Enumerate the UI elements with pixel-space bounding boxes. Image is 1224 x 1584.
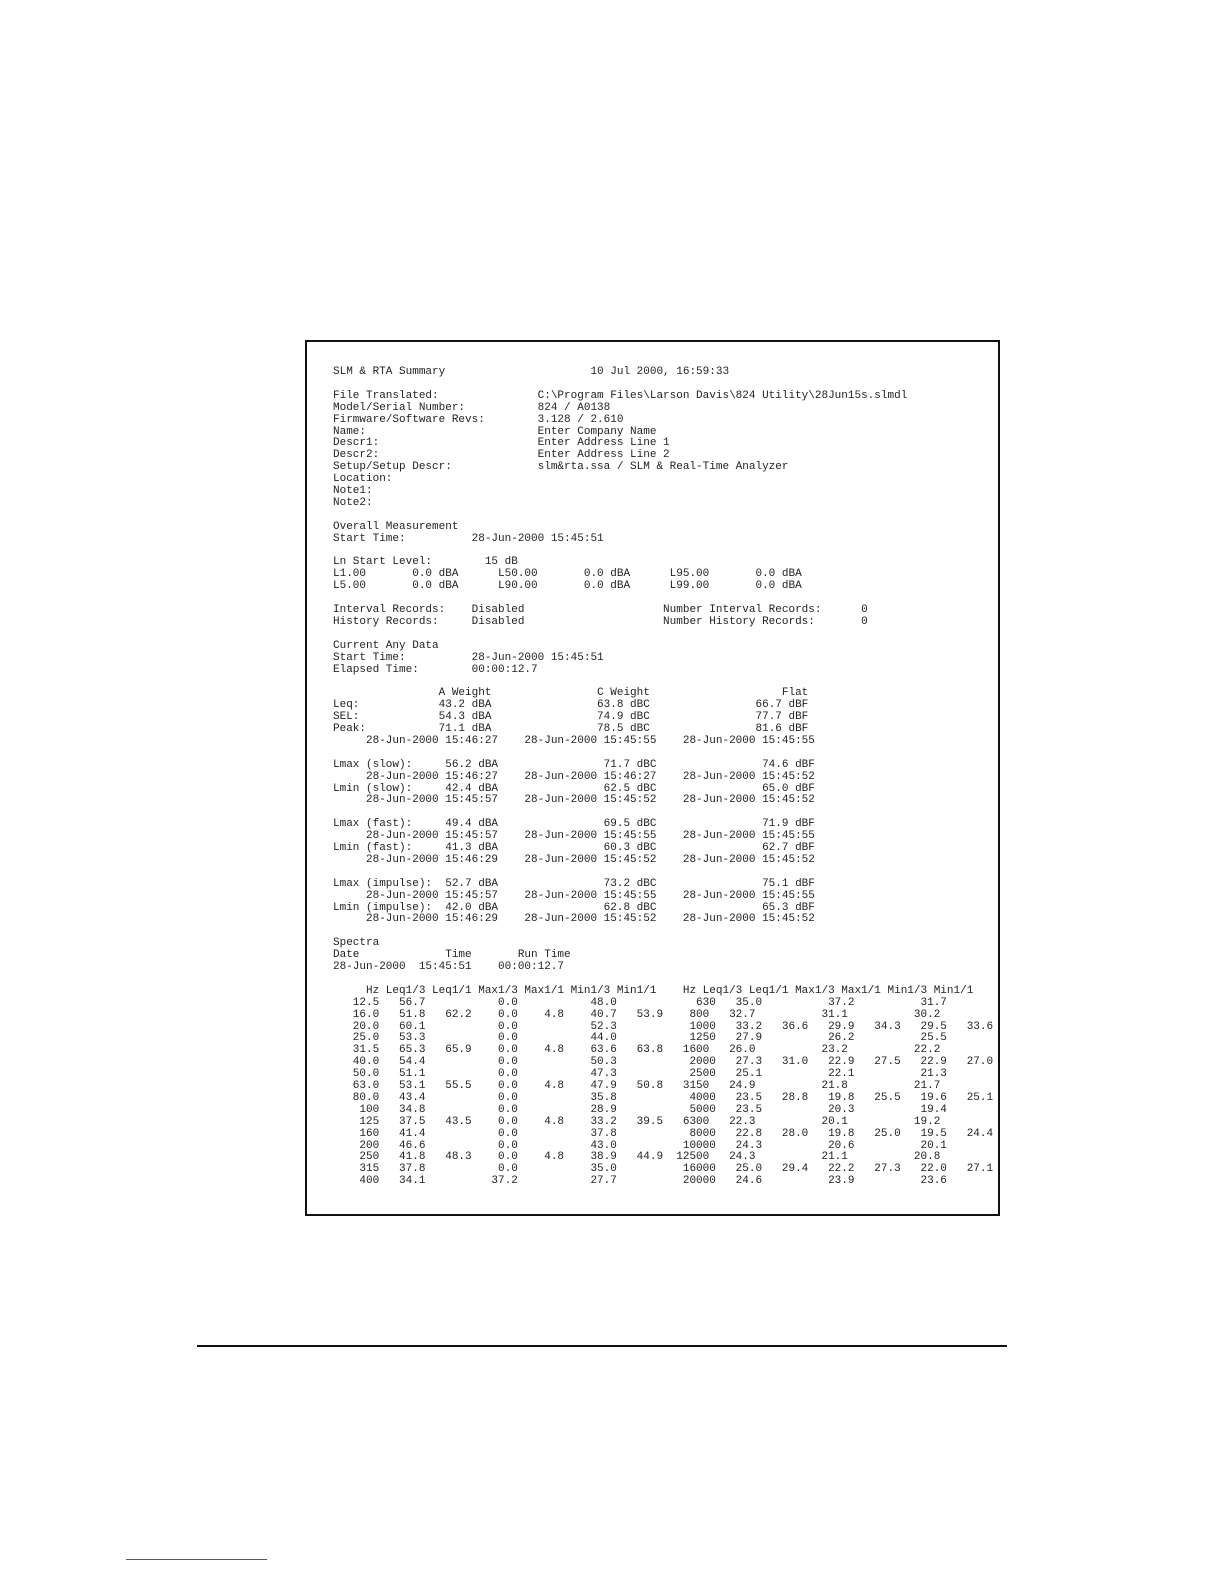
report-line: Lmax (fast): 49.4 dBA 69.5 dBC 71.9 dBF xyxy=(333,818,815,831)
report-line: 28-Jun-2000 15:45:57 28-Jun-2000 15:45:55 28-Jun-2000 15:45:55 xyxy=(333,830,815,843)
report-line: 315 37.8 0.0 35.0 16000 25.0 29.4 22.2 27.3 22.0 27.1 xyxy=(333,1163,994,1176)
report-line: Lmax (impulse): 52.7 dBA 73.2 dBC 75.1 dBF xyxy=(333,877,815,890)
report-line: Lmax (slow): 56.2 dBA 71.7 dBC 74.6 dBF xyxy=(333,758,815,771)
report-line: Name: Enter Company Name xyxy=(333,425,657,438)
report-frame xyxy=(305,340,1000,1216)
report-line: Ln Start Level: 15 dB xyxy=(333,556,518,569)
page-divider xyxy=(197,1345,1007,1347)
report-line: 12.5 56.7 0.0 48.0 630 35.0 37.2 31.7 xyxy=(333,996,947,1009)
report-line: 20.0 60.1 0.0 52.3 1000 33.2 36.6 29.9 34.3 29.5 33.6 xyxy=(333,1020,994,1033)
report-line: L5.00 0.0 dBA L90.00 0.0 dBA L99.00 0.0 dBA xyxy=(333,580,802,593)
report-line: 100 34.8 0.0 28.9 5000 23.5 20.3 19.4 xyxy=(333,1103,947,1116)
report-line: 63.0 53.1 55.5 0.0 4.8 47.9 50.8 3150 24.9 21.8 21.7 xyxy=(333,1080,941,1092)
report-line: 160 41.4 0.0 37.8 8000 22.8 28.0 19.8 25.0 19.5 24.4 xyxy=(333,1127,994,1140)
report-line: Elapsed Time: 00:00:12.7 xyxy=(333,663,538,676)
report-line: 250 41.8 48.3 0.0 4.8 38.9 44.9 12500 24.3 21.1 20.8 xyxy=(333,1151,941,1164)
report-line: A Weight C Weight Flat xyxy=(333,687,809,700)
report-line: 80.0 43.4 0.0 35.8 4000 23.5 28.8 19.8 25.5 19.6 25.1 xyxy=(333,1091,994,1104)
report-line: File Translated: C:\Program Files\Larson Davis\824 Utility\28Jun15s.slmdl xyxy=(333,389,908,402)
report-line: History Records: Disabled Number History Records: 0 xyxy=(333,615,868,628)
report-line: Interval Records: Disabled Number Interval Records: 0 xyxy=(333,604,868,616)
report-line: L1.00 0.0 dBA L50.00 0.0 dBA L95.00 0.0 dBA xyxy=(333,568,802,581)
report-line: Descr2: Enter Address Line 2 xyxy=(333,449,670,462)
report-line: Lmin (fast): 41.3 dBA 60.3 dBC 62.7 dBF xyxy=(333,842,815,854)
report-line: Lmin (slow): 42.4 dBA 62.5 dBC 65.0 dBF xyxy=(333,782,815,795)
report-line: SEL: 54.3 dBA 74.9 dBC 77.7 dBF xyxy=(333,711,809,724)
report-line: SLM & RTA Summary 10 Jul 2000, 16:59:33 xyxy=(333,366,730,378)
report-line: 28-Jun-2000 15:46:29 28-Jun-2000 15:45:52 28-Jun-2000 15:45:52 xyxy=(333,913,815,926)
report-line: Lmin (impulse): 42.0 dBA 62.8 dBC 65.3 dBF xyxy=(333,901,815,914)
report-line: 28-Jun-2000 15:45:57 28-Jun-2000 15:45:52 28-Jun-2000 15:45:52 xyxy=(333,794,815,807)
report-line: Note2: xyxy=(333,496,373,509)
report-line: Setup/Setup Descr: slm&rta.ssa / SLM & Real-Time Analyzer xyxy=(333,461,789,474)
report-line: 200 46.6 0.0 43.0 10000 24.3 20.6 20.1 xyxy=(333,1139,947,1152)
report-line: 28-Jun-2000 15:46:27 28-Jun-2000 15:45:55 28-Jun-2000 15:45:55 xyxy=(333,734,815,747)
report-line: 31.5 65.3 65.9 0.0 4.8 63.6 63.8 1600 26.0 23.2 22.2 xyxy=(333,1044,941,1057)
report-line: 125 37.5 43.5 0.0 4.8 33.2 39.5 6300 22.3 20.1 19.2 xyxy=(333,1115,941,1128)
report-line: 28-Jun-2000 15:46:27 28-Jun-2000 15:46:27 28-Jun-2000 15:45:52 xyxy=(333,770,815,783)
report-line: Descr1: Enter Address Line 1 xyxy=(333,437,670,450)
report-line: 400 34.1 37.2 27.7 20000 24.6 23.9 23.6 xyxy=(333,1175,947,1188)
report-line: Date Time Run Time xyxy=(333,949,571,962)
report-line: Peak: 71.1 dBA 78.5 dBC 81.6 dBF xyxy=(333,723,809,735)
report-line: 28-Jun-2000 15:46:29 28-Jun-2000 15:45:52 28-Jun-2000 15:45:52 xyxy=(333,853,815,866)
report-line: Leq: 43.2 dBA 63.8 dBC 66.7 dBF xyxy=(333,699,809,712)
report-line: 28-Jun-2000 15:45:51 00:00:12.7 xyxy=(333,961,565,973)
report-line: Model/Serial Number: 824 / A0138 xyxy=(333,401,611,414)
report-line: 40.0 54.4 0.0 50.3 2000 27.3 31.0 22.9 27.5 22.9 27.0 xyxy=(333,1056,994,1069)
report-line: Spectra xyxy=(333,937,380,950)
report-line: 16.0 51.8 62.2 0.0 4.8 40.7 53.9 800 32.7 31.1 30.2 xyxy=(333,1008,941,1021)
report-line: Current Any Data xyxy=(333,639,439,652)
report-line: Note1: xyxy=(333,485,373,497)
footer-link-underline xyxy=(126,1559,267,1560)
report-line: Start Time: 28-Jun-2000 15:45:51 xyxy=(333,651,604,664)
report-line: Overall Measurement xyxy=(333,520,459,533)
report-line: Hz Leq1/3 Leq1/1 Max1/3 Max1/1 Min1/3 Min1/1 Hz Leq1/3 Leq1/1 Max1/3 Max1/1 Min1/3 Min1/1 xyxy=(333,984,974,997)
report-line: Start Time: 28-Jun-2000 15:45:51 xyxy=(333,532,604,545)
report-line: Location: xyxy=(333,473,393,486)
report-line: Firmware/Software Revs: 3.128 / 2.610 xyxy=(333,413,624,426)
report-line: 50.0 51.1 0.0 47.3 2500 25.1 22.1 21.3 xyxy=(333,1068,947,1081)
report-line: 28-Jun-2000 15:45:57 28-Jun-2000 15:45:55 28-Jun-2000 15:45:55 xyxy=(333,889,815,902)
report-line: 25.0 53.3 0.0 44.0 1250 27.9 26.2 25.5 xyxy=(333,1032,947,1045)
